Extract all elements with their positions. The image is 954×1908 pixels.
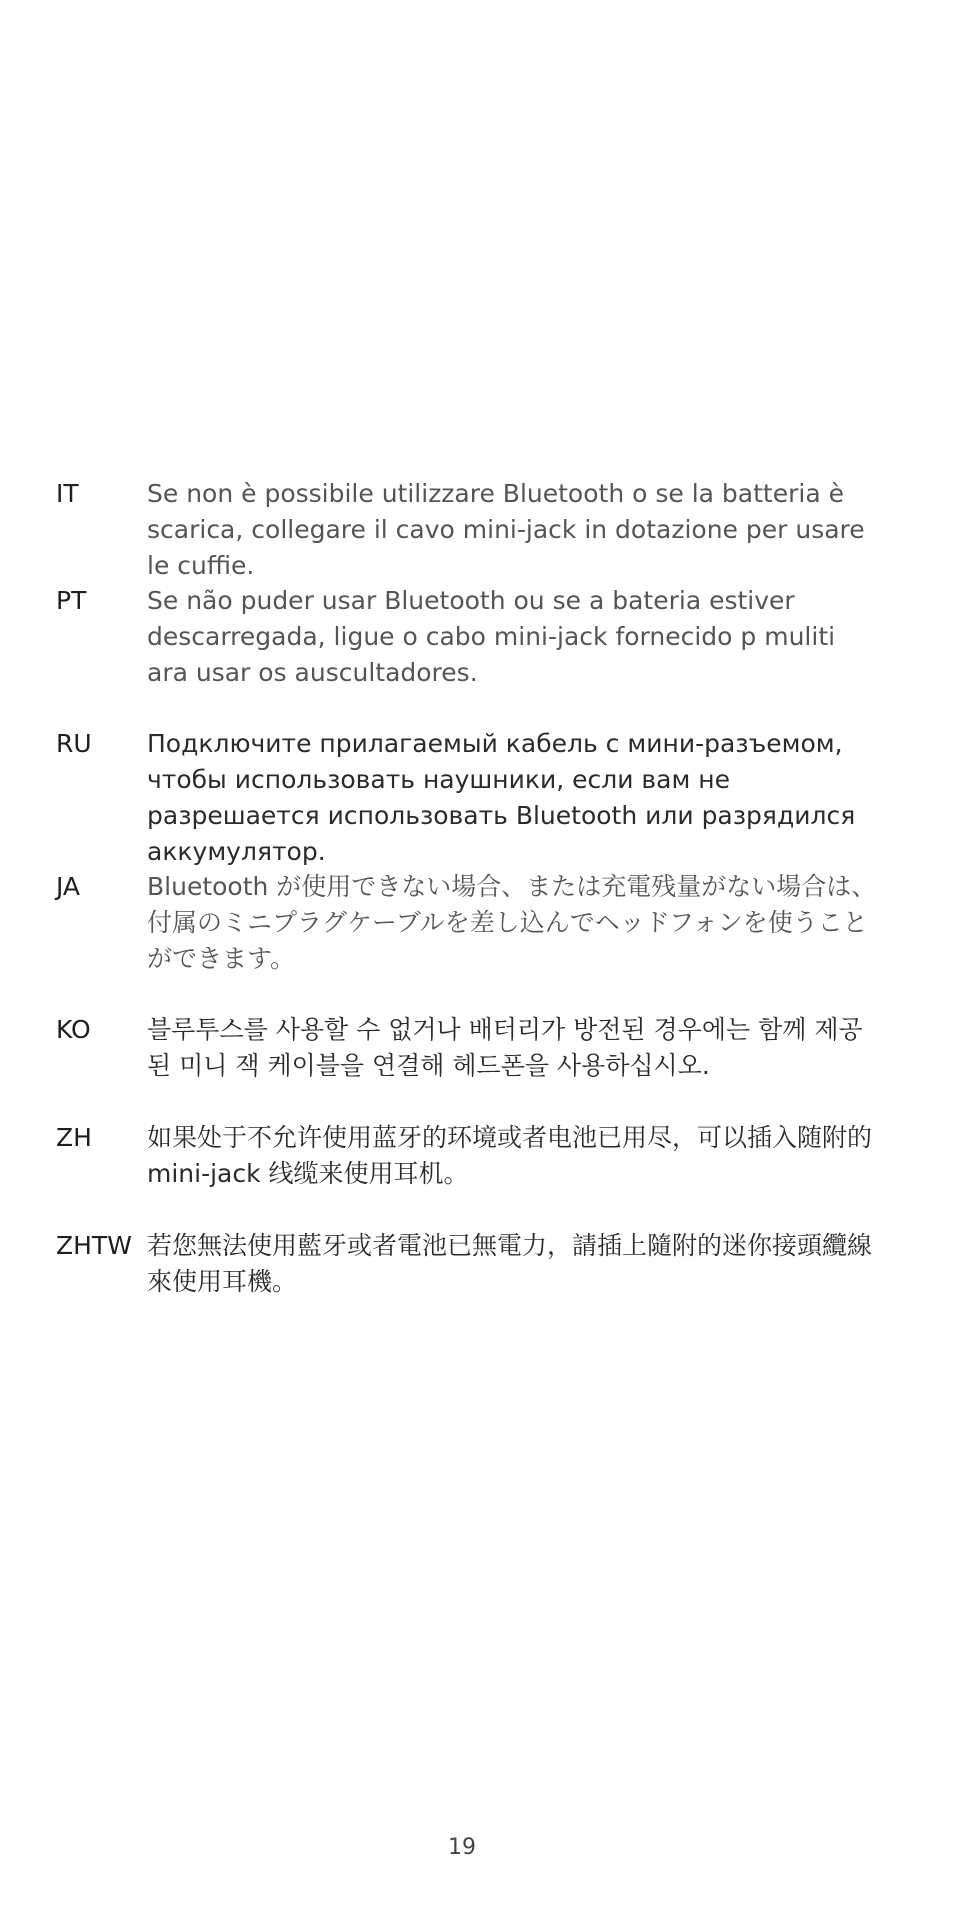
language-code: JA [56,872,81,901]
instruction-text: 블루투스를 사용할 수 없거나 배터리가 방전된 경우에는 함께 제공된 미니 잭 케이블을 연결해 헤드폰을 사용하십시오. [147,1015,863,1080]
entry-korean [0,1012,954,1080]
entry-italian [0,476,954,580]
language-code: PT [56,586,87,615]
language-code: KO [56,1015,91,1044]
language-code: RU [56,729,92,758]
language-code: ZHTW [56,1231,132,1260]
language-code: IT [56,479,79,508]
instruction-text: 若您無法使用藍牙或者電池已無電力，請插上隨附的迷你接頭纜線來使用耳機。 [147,1231,873,1296]
entry-chinese-simplified [0,1120,954,1188]
page-number: 19 [448,1835,476,1860]
instruction-text: Bluetooth が使用できない場合、または充電残量がない場合は、付属のミニプラグケーブルを差し込んでヘッドフォンを使うことができます。 [147,872,877,973]
language-code: ZH [56,1123,92,1152]
entry-japanese [0,869,954,973]
entry-portuguese [0,583,954,687]
entry-russian [0,726,954,866]
instruction-text: Se non è possibile utilizzare Bluetooth o se la batteria è scarica, collegare il cavo mini-jack in dotazione per usare le cuffie. [147,479,865,580]
entry-chinese-traditional [0,1228,954,1296]
instruction-text: 如果处于不允许使用蓝牙的环境或者电池已用尽，可以插入随附的 mini-jack 线缆来使用耳机。 [147,1123,873,1188]
instruction-text: Подключите прилагаемый кабель с мини-разъемом, чтобы использовать наушники, если вам не разрешается использовать Bluetooth или разрядился аккумулятор. [147,729,856,866]
instruction-text: Se não puder usar Bluetooth ou se a bateria estiver descarregada, ligue o cabo mini-jack fornecido p muliti ara usar os auscultadores. [147,586,836,687]
